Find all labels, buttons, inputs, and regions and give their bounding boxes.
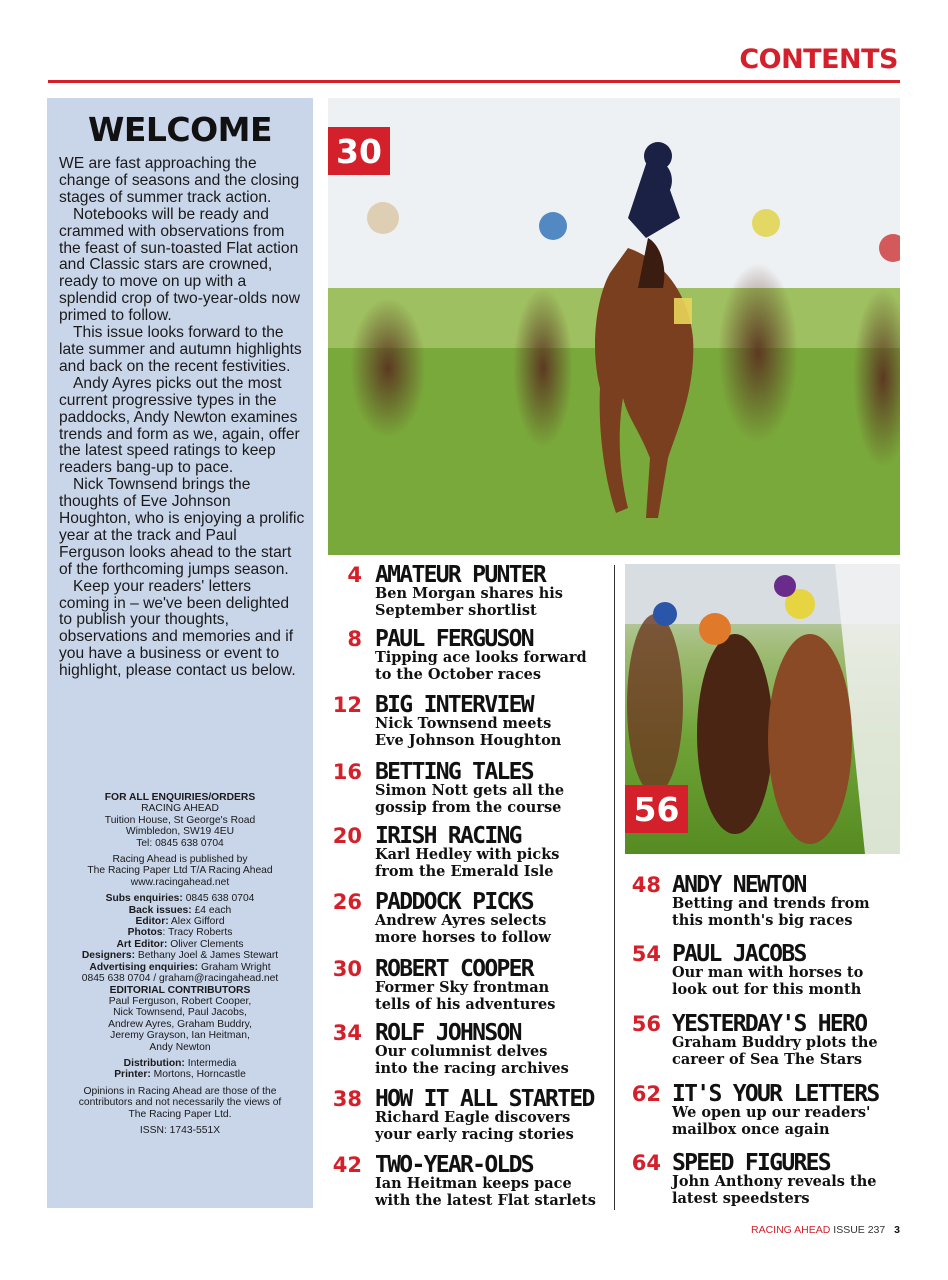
entry-title: ANDY NEWTON (672, 872, 806, 898)
desc-line: more horses to follow (375, 928, 551, 946)
entry-page-number: 62 (631, 1082, 661, 1106)
entry-page-number: 54 (631, 942, 661, 966)
subs-line (53, 893, 307, 904)
editor-label: Editor: (135, 916, 169, 928)
back-issues-line (53, 905, 307, 916)
back-issues-value: £4 each (191, 904, 232, 916)
distribution-value: Intermedia (184, 1057, 237, 1069)
entry-page-number: 30 (332, 957, 362, 981)
entry-description (375, 716, 561, 749)
entry-title: TWO-YEAR-OLDS (375, 1152, 533, 1178)
entry-title: BETTING TALES (375, 759, 533, 785)
desc-line: Ian Heitman keeps pace (375, 1175, 572, 1192)
entry-page-number: 38 (332, 1087, 362, 1111)
desc-line: We open up our readers' (672, 1104, 871, 1121)
contributors-line: Jeremy Grayson, Ian Heitman, (110, 1030, 250, 1042)
designers-value: Bethany Joel & James Stewart (135, 950, 279, 962)
welcome-heading: WELCOME (87, 110, 273, 149)
entry-title: YESTERDAY'S HERO (672, 1011, 867, 1037)
telephone: Tel: 0845 638 0704 (136, 837, 224, 849)
subs-value: 0845 638 0704 (182, 893, 255, 905)
contributors-line: Nick Townsend, Paul Jacobs, (113, 1007, 247, 1019)
printer-line (53, 1069, 307, 1080)
entry-page-number: 4 (347, 563, 362, 587)
entry-description (672, 1174, 876, 1207)
welcome-paragraph: Andy Ayres picks out the most current progressive types in the paddocks, Andy Newton examines trends and form as we, again, offer the latest speed ratings to keep readers bang-up to pace. (59, 374, 300, 477)
racing-horses-illustration (328, 98, 900, 555)
desc-line: this month's big races (672, 911, 853, 929)
desc-line: Graham Buddry plots the (672, 1034, 878, 1051)
distribution-line (53, 1058, 307, 1069)
welcome-paragraph: Nick Townsend brings the thoughts of Eve Johnson Houghton, who is enjoying a prolific year at the track and Paul Ferguson looks ahead to the start of the forthcoming jumps season. (59, 476, 305, 578)
desc-line: Ben Morgan shares his (375, 585, 563, 602)
entry-description (375, 1044, 569, 1077)
issn: ISSN: 1743-551X (139, 1124, 221, 1136)
designers-line (53, 950, 307, 961)
disclaimer-line: contributors and not necessarily the views of (78, 1097, 282, 1109)
entry-page-number: 42 (332, 1153, 362, 1177)
desc-line: Our columnist delves (375, 1043, 548, 1060)
entry-description (375, 1176, 596, 1209)
entry-title: ROLF JOHNSON (375, 1020, 521, 1046)
publisher-block (53, 854, 307, 888)
welcome-paragraph: This issue looks forward to the late summer and autumn highlights and back on the recent festivities. (59, 324, 302, 375)
entry-page-number: 12 (332, 693, 362, 717)
subs-label: Subs enquiries: (105, 893, 183, 905)
desc-line: with the latest Flat starlets (375, 1191, 596, 1209)
entry-page-number: 48 (631, 873, 661, 897)
desc-line: Nick Townsend meets (375, 715, 552, 732)
desc-line: September shortlist (375, 601, 537, 619)
photos-label: Photos (127, 927, 163, 939)
address-line: Wimbledon, SW19 4EU (125, 826, 235, 838)
page-badge-56: 56 (625, 785, 688, 833)
entry-title: BIG INTERVIEW (375, 692, 533, 718)
desc-line: Simon Nott gets all the (375, 782, 565, 799)
entry-description (375, 847, 559, 880)
advertising-contact: 0845 638 0704 / graham@racingahead.net (81, 973, 279, 985)
desc-line: gossip from the course (375, 798, 562, 816)
entry-description (672, 896, 870, 929)
page-title: CONTENTS (739, 44, 898, 75)
entry-title: ROBERT COOPER (375, 956, 533, 982)
header-divider (48, 80, 900, 83)
advertising-label: Advertising enquiries: (89, 961, 199, 973)
address-line: Tuition House, St George's Road (104, 814, 256, 826)
disclaimer-block (53, 1086, 307, 1120)
entry-description (375, 783, 564, 816)
entry-description (375, 1110, 574, 1143)
contributors-line: Andrew Ayres, Graham Buddry, (108, 1018, 252, 1030)
entry-description (672, 1105, 871, 1138)
entry-title: PAUL JACOBS (672, 941, 806, 967)
desc-line: to the October races (375, 665, 542, 683)
desc-line: Betting and trends from (672, 895, 870, 912)
desc-line: Former Sky frontman (375, 979, 550, 996)
column-divider (614, 565, 615, 1210)
entry-title: AMATEUR PUNTER (375, 562, 546, 588)
page-badge-30: 30 (328, 127, 390, 175)
desc-line: your early racing stories (375, 1125, 574, 1143)
advertising-line (53, 962, 307, 973)
entry-page-number: 26 (332, 890, 362, 914)
welcome-text (59, 156, 305, 680)
photos-value: : Tracy Roberts (162, 927, 233, 939)
enquiries-heading: FOR ALL ENQUIRIES/ORDERS (104, 792, 256, 803)
entry-title: HOW IT ALL STARTED (375, 1086, 594, 1112)
desc-line: Andrew Ayres selects (375, 912, 547, 929)
desc-line: into the racing archives (375, 1059, 569, 1077)
publisher-line: The Racing Paper Ltd T/A Racing Ahead (87, 865, 273, 877)
footer-page-number: 3 (894, 1224, 900, 1236)
welcome-paragraph: Notebooks will be ready and crammed with observations from the feast of sun-toasted Flat action and Classic stars are crowned, ready to move on up with a splendid crop of two-year-olds now primed to follow. (59, 205, 300, 325)
desc-line: tells of his adventures (375, 995, 556, 1013)
welcome-sidebar (47, 98, 313, 1208)
back-issues-label: Back issues: (128, 904, 192, 916)
disclaimer-line: The Racing Paper Ltd. (128, 1108, 232, 1120)
advertising-value: Graham Wright (198, 961, 271, 973)
footer-issue: ISSUE 237 (833, 1224, 886, 1236)
desc-line: career of Sea The Stars (672, 1050, 863, 1068)
main-racing-photo (328, 98, 900, 555)
entry-description (375, 650, 587, 683)
enquiries-block (53, 792, 307, 849)
production-block (53, 1058, 307, 1081)
desc-line: Karl Hedley with picks (375, 846, 560, 863)
entry-description (375, 913, 551, 946)
disclaimer-line: Opinions in Racing Ahead are those of the (83, 1085, 277, 1097)
entry-title: SPEED FIGURES (672, 1150, 830, 1176)
desc-line: John Anthony reveals the (672, 1173, 877, 1190)
entry-page-number: 34 (332, 1021, 362, 1045)
art-editor-line (53, 939, 307, 950)
publisher-line: Racing Ahead is published by (112, 854, 248, 866)
designers-label: Designers: (81, 950, 136, 962)
editor-value: Alex Gifford (168, 916, 225, 928)
entry-description (672, 965, 863, 998)
entry-page-number: 20 (332, 824, 362, 848)
desc-line: Eve Johnson Houghton (375, 731, 562, 749)
welcome-paragraph: Keep your readers' letters coming in – we've been delighted to publish your thoughts, observations and memories and if you have a business or event to highlight, please contact us below. (59, 577, 296, 680)
entry-page-number: 8 (347, 627, 362, 651)
entry-description (672, 1035, 878, 1068)
art-editor-label: Art Editor: (116, 938, 168, 950)
footer-brand: RACING AHEAD (751, 1224, 831, 1236)
company-name: RACING AHEAD (141, 803, 219, 815)
entry-page-number: 64 (631, 1151, 661, 1175)
credits-block (53, 792, 307, 1141)
distribution-label: Distribution: (123, 1057, 185, 1069)
desc-line: from the Emerald Isle (375, 862, 554, 880)
staff-block (53, 893, 307, 1053)
contributors-line: Paul Ferguson, Robert Cooper, (108, 995, 252, 1007)
editor-line (53, 916, 307, 927)
desc-line: look out for this month (672, 980, 862, 998)
page-footer (751, 1224, 900, 1236)
printer-label: Printer: (114, 1069, 151, 1081)
printer-value: Mortons, Horncastle (150, 1069, 246, 1081)
website: www.racingahead.net (130, 876, 230, 888)
desc-line: Tipping ace looks forward (375, 649, 587, 666)
entry-title: PAUL FERGUSON (375, 626, 533, 652)
entry-title: IRISH RACING (375, 823, 521, 849)
entry-page-number: 16 (332, 760, 362, 784)
entry-page-number: 56 (631, 1012, 661, 1036)
entry-description (375, 586, 563, 619)
contributors-heading: EDITORIAL CONTRIBUTORS (109, 984, 251, 996)
desc-line: latest speedsters (672, 1189, 810, 1207)
desc-line: Richard Eagle discovers (375, 1109, 571, 1126)
welcome-paragraph: WE are fast approaching the change of seasons and the closing stages of summer track action. (59, 155, 300, 206)
desc-line: mailbox once again (672, 1120, 830, 1138)
entry-title: PADDOCK PICKS (375, 889, 533, 915)
entry-description (375, 980, 555, 1013)
photos-line (53, 927, 307, 938)
entry-title: IT'S YOUR LETTERS (672, 1081, 879, 1107)
contributors-line: Andy Newton (149, 1041, 211, 1053)
desc-line: Our man with horses to (672, 964, 864, 981)
art-editor-value: Oliver Clements (167, 938, 244, 950)
